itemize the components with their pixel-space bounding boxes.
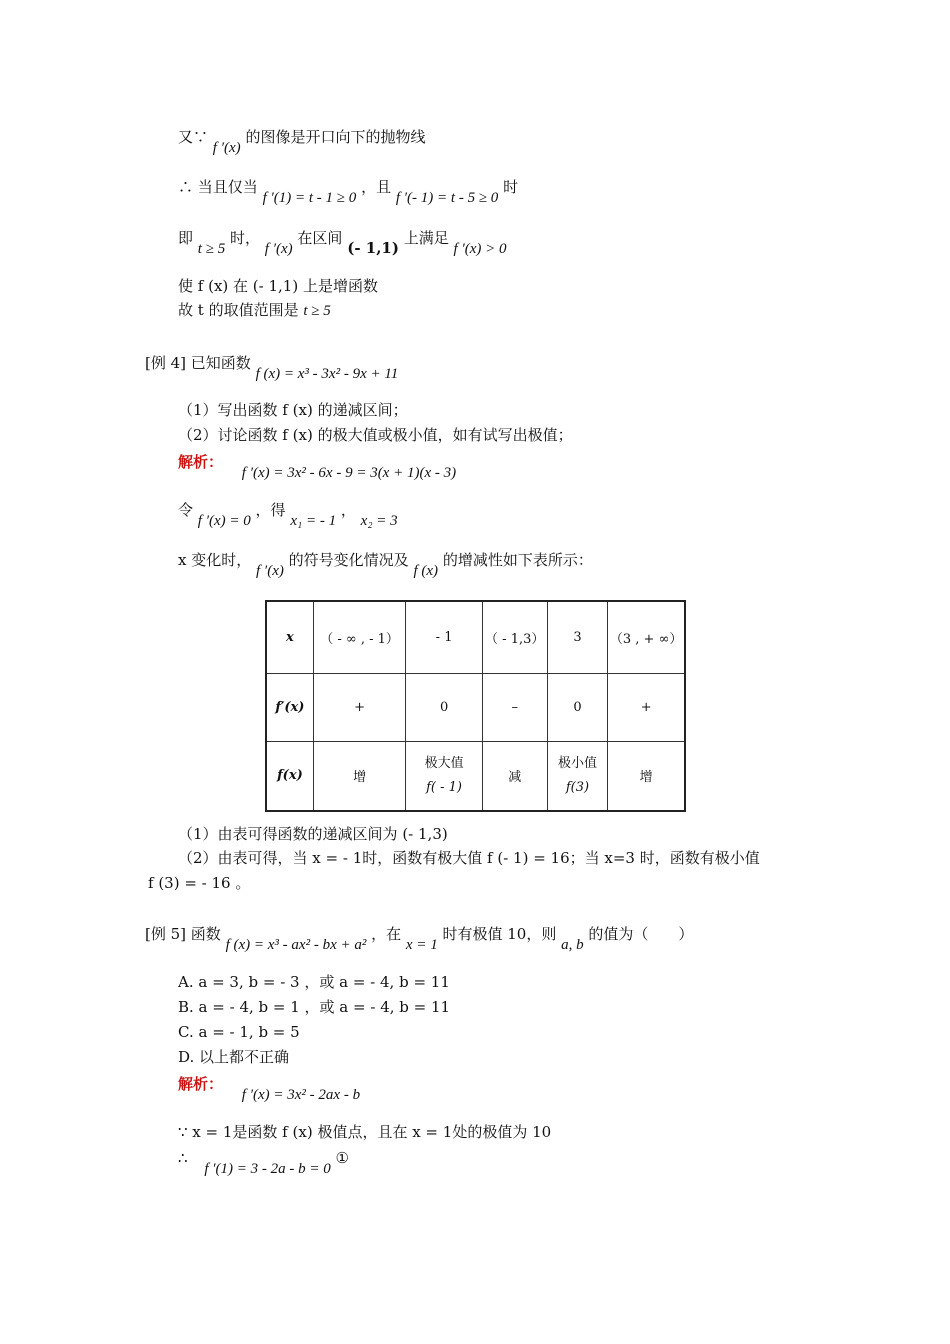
math-expr: f ′(x) = 3x² - 2ax - b <box>241 1087 361 1103</box>
question-2: （2）讨论函数 f (x) 的极大值或极小值，如有试写出极值； <box>178 426 573 444</box>
text-line: ∵ x = 1是函数 f (x) 极值点，且在 x = 1处的极值为 10 <box>178 1123 552 1141</box>
table-row <box>266 601 685 673</box>
table-cell <box>547 741 608 811</box>
table-cell: 0 <box>406 673 483 741</box>
text: 在区间 <box>297 229 343 247</box>
text-line <box>178 177 519 206</box>
text-line <box>178 550 593 579</box>
math-expr: (- 1,1) <box>347 239 399 257</box>
cell-text: f( - 1) <box>426 779 463 795</box>
math-expr: t ≥ 5 <box>197 241 226 257</box>
math-expr: f (x) = x³ - 3x² - 9x + 11 <box>255 366 399 382</box>
table-cell: + <box>313 673 405 741</box>
text-line <box>178 300 331 321</box>
option-c: C. a = - 1, b = 5 <box>178 1023 300 1041</box>
table-cell: f(x) <box>266 741 313 811</box>
math-expr: f ′(x) > 0 <box>453 241 507 257</box>
math-expr: f ′(1) = 3 - 2a - b = 0 <box>204 1161 331 1177</box>
math-expr: x₁ = - 1 <box>290 513 337 529</box>
text: 时， <box>229 229 260 247</box>
text-line: 使 f (x) 在 (- 1,1) 上是增函数 <box>178 277 378 295</box>
solution-label: 解析： <box>178 453 224 471</box>
text: ∴ 当且仅当 <box>178 178 258 196</box>
text: 时 <box>503 178 519 196</box>
option-b: B. a = - 4, b = 1 ，或 a = - 4, b = 11 <box>178 998 451 1016</box>
text: ，且 <box>361 178 392 196</box>
text: 又∵ <box>178 128 209 146</box>
answer-1: （1）由表可得函数的递减区间为 (- 1,3) <box>178 825 448 843</box>
option-a: A. a = 3, b = - 3 ，或 a = - 4, b = 11 <box>178 973 450 991</box>
solution-label: 解析： <box>178 1075 224 1093</box>
solution-line <box>178 1074 361 1103</box>
table-cell: – <box>482 673 547 741</box>
text: [例 4] 已知函数 <box>145 354 251 372</box>
table-cell: f′(x) <box>266 673 313 741</box>
math-expr: f ′(1) = t - 1 ≥ 0 <box>262 190 357 206</box>
math-expr: f ′(x) = 0 <box>197 513 251 529</box>
table-cell: 增 <box>608 741 685 811</box>
cell-text: 极大值 <box>424 755 464 771</box>
cell-text: f(3) <box>565 779 590 795</box>
text: ，在 <box>371 925 402 943</box>
option-d: D. 以上都不正确 <box>178 1048 290 1066</box>
table-cell: （ - 1,3） <box>482 601 547 673</box>
table-cell: 减 <box>482 741 547 811</box>
text: ， <box>340 501 356 519</box>
example-5-title <box>145 924 694 953</box>
table-cell: 0 <box>547 673 608 741</box>
text-line <box>178 228 507 257</box>
text: 的值为（ ） <box>588 925 694 943</box>
table-cell: 3 <box>547 601 608 673</box>
answer-3: f (3) = - 16 。 <box>148 874 251 892</box>
math-expr: f ′(x) <box>264 241 293 257</box>
math-expr: t ≥ 5 <box>303 303 331 319</box>
text: 的符号变化情况及 <box>288 551 409 569</box>
solution-line <box>178 452 457 481</box>
circled-number: ① <box>335 1149 349 1167</box>
text: x 变化时， <box>178 551 252 569</box>
math-expr: f ′(x) <box>256 563 284 579</box>
math-expr: f ′(- 1) = t - 5 ≥ 0 <box>395 190 499 206</box>
table-cell <box>406 741 483 811</box>
table-cell: （ - ∞ , - 1） <box>313 601 405 673</box>
table-cell: （3 , + ∞） <box>608 601 685 673</box>
text: 即 <box>178 229 194 247</box>
math-expr: a, b <box>561 937 584 953</box>
text: 时有极值 10，则 <box>442 925 557 943</box>
table-cell: + <box>608 673 685 741</box>
math-expr: f (x) <box>413 563 439 579</box>
text: 的图像是开口向下的抛物线 <box>245 128 426 146</box>
text-line <box>178 1148 349 1177</box>
text: 的增减性如下表所示： <box>442 551 593 569</box>
table-cell: 增 <box>313 741 405 811</box>
text: 上满足 <box>403 229 449 247</box>
text: ∴ <box>178 1149 188 1167</box>
table-row <box>266 673 685 741</box>
math-expr: f (x) = x³ - ax² - bx + a² <box>225 937 367 953</box>
text-line <box>178 500 398 529</box>
table-cell: - 1 <box>406 601 483 673</box>
math-expr: f ′(x) = 3x² - 6x - 9 = 3(x + 1)(x - 3) <box>241 465 457 481</box>
question-1: （1）写出函数 f (x) 的递减区间； <box>178 401 408 419</box>
cell-text: 极小值 <box>557 755 597 771</box>
table-row <box>266 741 685 811</box>
text: [例 5] 函数 <box>145 925 221 943</box>
math-expr: x = 1 <box>405 937 438 953</box>
answer-2: （2）由表可得，当 x = - 1时，函数有极大值 f (- 1) = 16；当 x=3 时，函数有极小值 <box>178 849 760 867</box>
text-line <box>178 127 426 156</box>
math-expr: x₂ = 3 <box>360 513 398 529</box>
text: 令 <box>178 501 194 519</box>
monotonicity-table <box>265 600 686 812</box>
math-expr: f ′(x) <box>212 140 241 156</box>
table-cell: x <box>266 601 313 673</box>
example-4-title <box>145 353 399 382</box>
text: ，得 <box>255 501 286 519</box>
text: 故 t 的取值范围是 <box>178 301 299 319</box>
